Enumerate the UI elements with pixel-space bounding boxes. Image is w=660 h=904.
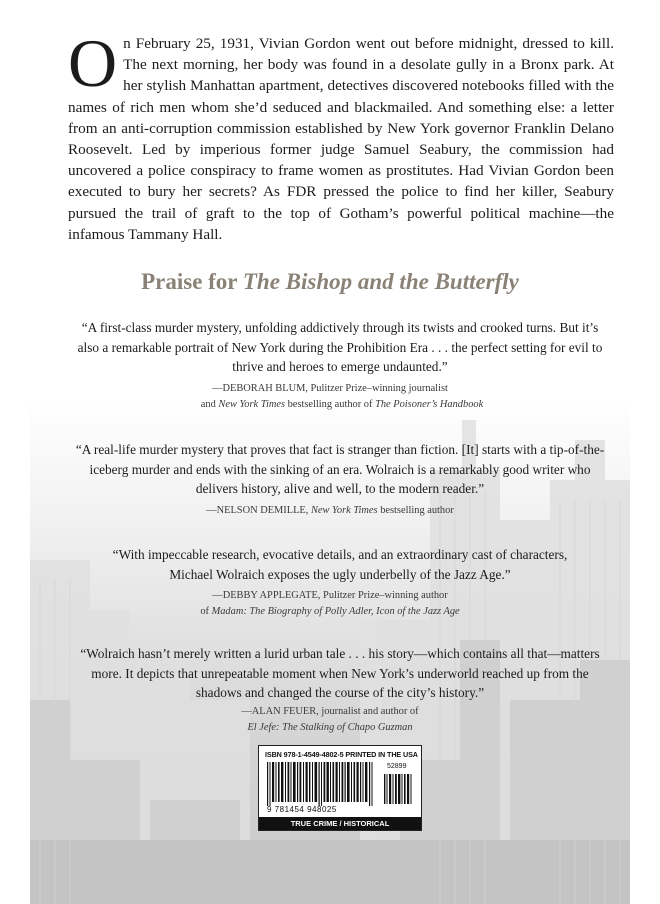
book-title: The Bishop and the Butterfly [242,269,519,294]
attribution-line: —DEBBY APPLEGATE, Pulitzer Prize–winning author [212,590,448,601]
barcode-digits: 9 781454 948025 [267,805,337,814]
praise-heading-prefix: Praise for [141,269,243,294]
blurb-attribution-applegate [30,588,630,619]
blurb-attribution-demille [30,503,630,519]
blurb-quote-applegate: “With impeccable research, evocative details, and an extraordinary cast of characters, Michael Wolraich exposes the ugly underbelly of the Jazz Age.” [112,547,568,582]
blurb-attribution-feuer [30,704,630,735]
attribution-line: of Madam: The Biography of Polly Adler, Icon of the Jazz Age [200,605,460,617]
category-label: TRUE CRIME / HISTORICAL [259,817,421,830]
attribution-line: —ALAN FEUER, journalist and author of [241,706,419,717]
blurb-attribution-blum [30,381,630,412]
synopsis-text: n February 25, 1931, Vivian Gordon went out before midnight, dressed to kill. The next morning, her body was found in a desolate gully in a Bronx park. At her stylish Manhattan apartment, detectives discovered notebooks filled with the names of rich men whom she’d seduced and blackmailed. And something else: a letter from an anti-corruption commission established by New York governor Franklin Delano Roosevelt. Led by imperious former judge Samuel Seabury, the commission had uncovered a police conspiracy to frame women as prostitutes. Had Vivian Gordon been executed to bury her secrets? As FDR pressed the police to find her killer, Seabury pursued the trail of graft to the top of Gotham’s powerful political machine—the infamous Tammany Hall. [68,35,614,243]
praise-heading [30,269,630,295]
drop-cap: O [68,25,118,101]
synopsis-paragraph [68,25,614,245]
back-cover [30,0,630,904]
blurb-quote-demille: “A real-life murder mystery that proves that fact is stranger than fiction. [It] starts with a tip-of-the-iceberg murder and ends with the sinking of an era. Wolraich is a remarkably good writer who delivers history, alive and well, to the modern reader.” [75,442,605,496]
attribution-line: —NELSON DEMILLE, New York Times bestselling author [206,505,454,516]
price-code: 52899 [387,763,407,770]
attribution-line: El Jefe: The Stalking of Chapo Guzman [247,721,413,733]
attribution-line: —DEBORAH BLUM, Pulitzer Prize–winning journalist [212,383,448,394]
barcode-label [258,745,422,831]
blurb-quote-feuer: “Wolraich hasn’t merely written a lurid urban tale . . . his story—which contains all that—matters more. It depicts that unrepeatable moment when New York’s underworld reached up from the shadows and changed the course of the city’s history.” [80,646,600,700]
isbn-text: ISBN 978-1-4549-4802-5 PRINTED IN THE USA [265,750,418,759]
attribution-line: and New York Times bestselling author of The Poisoner’s Handbook [200,398,484,410]
blurb-quote-blum: “A first-class murder mystery, unfolding addictively through its twists and crooked turns. But it’s also a remarkable portrait of New York during the Prohibition Era . . . the perfect setting for evil to thrive and heroes to emerge undaunted.” [77,320,603,374]
